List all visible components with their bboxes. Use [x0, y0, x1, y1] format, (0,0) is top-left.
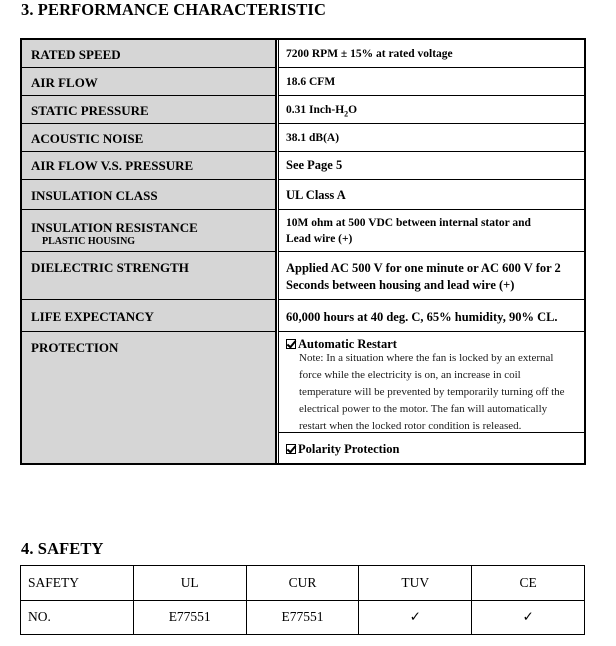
- header-cur: CUR: [246, 566, 359, 601]
- air-flow-value: 18.6 CFM: [286, 76, 336, 88]
- tuv-check-icon: ✓: [359, 600, 472, 635]
- checkbox-checked-icon: [286, 339, 296, 349]
- column-divider: [276, 40, 279, 463]
- safety-table: [20, 565, 585, 635]
- header-ul: UL: [133, 566, 246, 601]
- ce-check-icon: ✓: [472, 600, 585, 635]
- acoustic-noise-value: 38.1 dB(A): [286, 132, 340, 144]
- note-line: temperature will be prevented by temporarily turning off the: [299, 386, 565, 398]
- safety-value-row: [21, 600, 585, 635]
- dielectric-strength-value-line2: Seconds between housing and lead wire (+): [286, 278, 515, 292]
- airflow-vs-pressure-value: See Page 5: [286, 158, 343, 172]
- air-flow-label: AIR FLOW: [31, 75, 98, 90]
- performance-table: [20, 38, 586, 465]
- note-line: Note: In a situation where the fan is locked by an external: [299, 352, 554, 364]
- plastic-housing-sublabel: PLASTIC HOUSING: [42, 236, 136, 247]
- acoustic-noise-label: ACOUSTIC NOISE: [31, 131, 144, 146]
- insulation-resistance-value-line1: 10M ohm at 500 VDC between internal stator and: [286, 217, 531, 229]
- header-tuv: TUV: [359, 566, 472, 601]
- insulation-class-label: INSULATION CLASS: [31, 188, 158, 203]
- protection-label: PROTECTION: [31, 340, 119, 355]
- life-expectancy-value: 60,000 hours at 40 deg. C, 65% humidity, 90% CL.: [286, 310, 558, 324]
- checkbox-checked-icon: [286, 444, 296, 454]
- cell-ul-number: E77551: [133, 600, 246, 635]
- section-3-title: 3. PERFORMANCE CHARACTERISTIC: [21, 0, 326, 19]
- safety-header-row: [21, 566, 585, 601]
- airflow-vs-pressure-label: AIR FLOW V.S. PRESSURE: [31, 158, 194, 173]
- header-safety: SAFETY: [21, 566, 134, 601]
- static-pressure-value: 0.31 Inch-$H_2O$: [286, 104, 358, 119]
- static-pressure-label: STATIC PRESSURE: [31, 103, 149, 118]
- dielectric-strength-value-line1: Applied AC 500 V for one minute or AC 600 V for 2: [286, 261, 561, 275]
- rated-speed-label: RATED SPEED: [31, 47, 121, 62]
- note-line: force while the electricity is on, an increase in coil: [299, 369, 521, 381]
- insulation-resistance-label: INSULATION RESISTANCE: [31, 220, 198, 235]
- header-ce: CE: [472, 566, 585, 601]
- insulation-class-value: UL Class A: [286, 188, 346, 202]
- rated-speed-value: 7200 RPM ± 15% at rated voltage: [286, 48, 453, 60]
- dielectric-strength-label: DIELECTRIC STRENGTH: [31, 260, 189, 275]
- protection-note: [299, 350, 584, 435]
- life-expectancy-label: LIFE EXPECTANCY: [31, 309, 154, 324]
- cell-no: NO.: [21, 600, 134, 635]
- insulation-resistance-value-line2: Lead wire (+): [286, 233, 353, 245]
- automatic-restart-item: Automatic Restart: [286, 337, 397, 352]
- cell-cur-number: E77551: [246, 600, 359, 635]
- polarity-protection-item: Polarity Protection: [286, 442, 399, 457]
- section-4-title: 4. SAFETY: [21, 539, 104, 558]
- note-line: electrical power to the motor. The fan will automatically: [299, 403, 548, 415]
- note-line: restart when the locked rotor condition is released.: [299, 420, 522, 432]
